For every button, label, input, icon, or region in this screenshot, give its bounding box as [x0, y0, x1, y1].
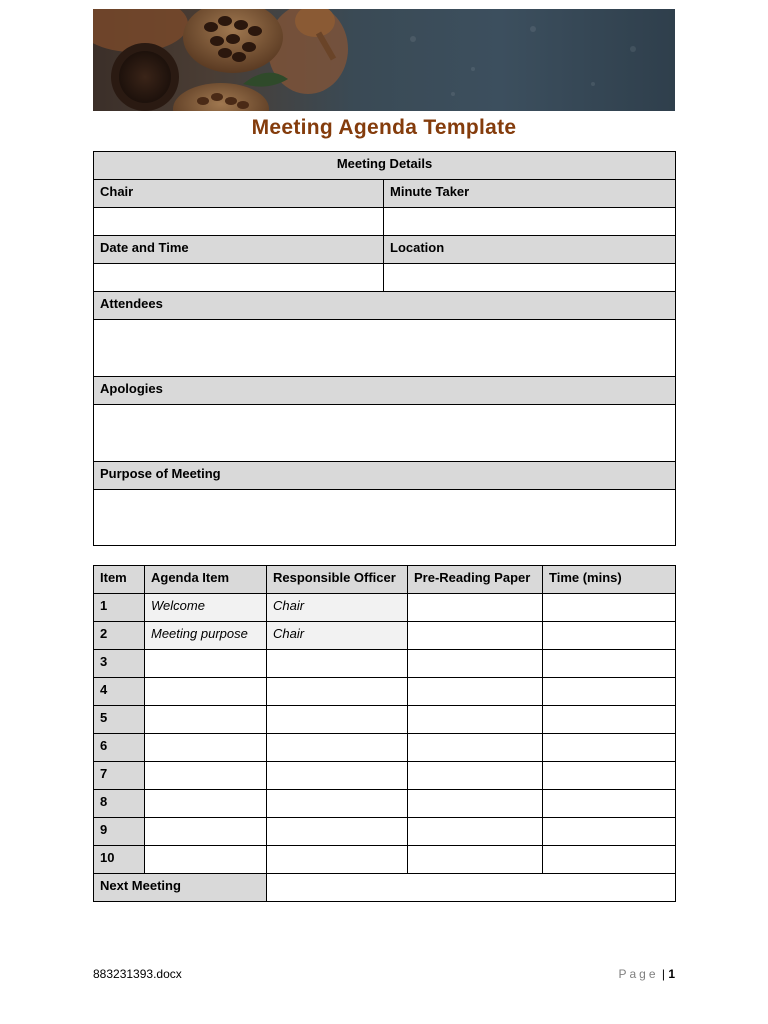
time-cell[interactable]	[543, 594, 676, 622]
responsible-officer-cell[interactable]	[267, 762, 408, 790]
attendees-label: Attendees	[94, 292, 676, 320]
page-separator: |	[661, 967, 665, 981]
table-row	[94, 650, 676, 678]
meeting-details-heading: Meeting Details	[94, 152, 676, 180]
date-time-label: Date and Time	[94, 236, 384, 264]
coffee-banner-image	[93, 9, 675, 111]
table-row	[94, 818, 676, 846]
agenda-item-cell[interactable]: Welcome	[145, 594, 267, 622]
table-row	[94, 762, 676, 790]
page-title: Meeting Agenda Template	[251, 116, 517, 139]
pre-reading-cell[interactable]	[408, 706, 543, 734]
responsible-officer-cell[interactable]	[267, 650, 408, 678]
table-row	[94, 846, 676, 874]
pre-reading-cell[interactable]	[408, 594, 543, 622]
meeting-details-table	[93, 151, 676, 546]
apologies-label: Apologies	[94, 377, 676, 405]
agenda-table	[93, 565, 676, 902]
responsible-officer-cell[interactable]: Chair	[267, 622, 408, 650]
apologies-field[interactable]	[94, 405, 676, 462]
agenda-item-cell[interactable]	[145, 790, 267, 818]
item-number: 8	[94, 790, 145, 818]
agenda-item-cell[interactable]	[145, 678, 267, 706]
pre-reading-cell[interactable]	[408, 846, 543, 874]
agenda-header-item: Item	[94, 566, 145, 594]
agenda-item-cell[interactable]: Meeting purpose	[145, 622, 267, 650]
table-row	[94, 790, 676, 818]
agenda-header-agenda-item: Agenda Item	[145, 566, 267, 594]
chair-field[interactable]	[94, 208, 384, 236]
pre-reading-cell[interactable]	[408, 818, 543, 846]
item-number: 4	[94, 678, 145, 706]
pre-reading-cell[interactable]	[408, 650, 543, 678]
pre-reading-cell[interactable]	[408, 790, 543, 818]
footer-filename: 883231393.docx	[93, 967, 182, 981]
purpose-label: Purpose of Meeting	[94, 462, 676, 490]
agenda-item-cell[interactable]	[145, 706, 267, 734]
responsible-officer-cell[interactable]	[267, 790, 408, 818]
table-row	[94, 622, 676, 650]
time-cell[interactable]	[543, 846, 676, 874]
item-number: 3	[94, 650, 145, 678]
agenda-item-cell[interactable]	[145, 818, 267, 846]
pre-reading-cell[interactable]	[408, 762, 543, 790]
purpose-field[interactable]	[94, 490, 676, 546]
agenda-item-cell[interactable]	[145, 846, 267, 874]
responsible-officer-cell[interactable]	[267, 678, 408, 706]
location-field[interactable]	[384, 264, 676, 292]
table-row	[94, 594, 676, 622]
responsible-officer-cell[interactable]	[267, 846, 408, 874]
item-number: 5	[94, 706, 145, 734]
responsible-officer-cell[interactable]	[267, 818, 408, 846]
pre-reading-cell[interactable]	[408, 622, 543, 650]
agenda-item-cell[interactable]	[145, 762, 267, 790]
table-row	[94, 706, 676, 734]
time-cell[interactable]	[543, 706, 676, 734]
item-number: 10	[94, 846, 145, 874]
agenda-header-responsible-officer: Responsible Officer	[267, 566, 408, 594]
table-row	[94, 734, 676, 762]
attendees-field[interactable]	[94, 320, 676, 377]
page-word: Page	[618, 967, 659, 981]
minute-taker-label: Minute Taker	[384, 180, 676, 208]
responsible-officer-cell[interactable]	[267, 706, 408, 734]
time-cell[interactable]	[543, 818, 676, 846]
footer-page-indicator	[618, 967, 675, 981]
item-number: 6	[94, 734, 145, 762]
agenda-item-cell[interactable]	[145, 650, 267, 678]
item-number: 7	[94, 762, 145, 790]
pre-reading-cell[interactable]	[408, 734, 543, 762]
page-number: 1	[668, 967, 675, 981]
responsible-officer-cell[interactable]: Chair	[267, 594, 408, 622]
time-cell[interactable]	[543, 678, 676, 706]
time-cell[interactable]	[543, 790, 676, 818]
table-row	[94, 678, 676, 706]
minute-taker-field[interactable]	[384, 208, 676, 236]
responsible-officer-cell[interactable]	[267, 734, 408, 762]
item-number: 2	[94, 622, 145, 650]
location-label: Location	[384, 236, 676, 264]
chair-label: Chair	[94, 180, 384, 208]
item-number: 1	[94, 594, 145, 622]
pre-reading-cell[interactable]	[408, 678, 543, 706]
agenda-item-cell[interactable]	[145, 734, 267, 762]
time-cell[interactable]	[543, 650, 676, 678]
item-number: 9	[94, 818, 145, 846]
time-cell[interactable]	[543, 622, 676, 650]
time-cell[interactable]	[543, 734, 676, 762]
next-meeting-field[interactable]	[267, 874, 676, 902]
time-cell[interactable]	[543, 762, 676, 790]
date-time-field[interactable]	[94, 264, 384, 292]
next-meeting-label: Next Meeting	[94, 874, 267, 902]
agenda-header-pre-reading-paper: Pre-Reading Paper	[408, 566, 543, 594]
agenda-header-time: Time (mins)	[543, 566, 676, 594]
